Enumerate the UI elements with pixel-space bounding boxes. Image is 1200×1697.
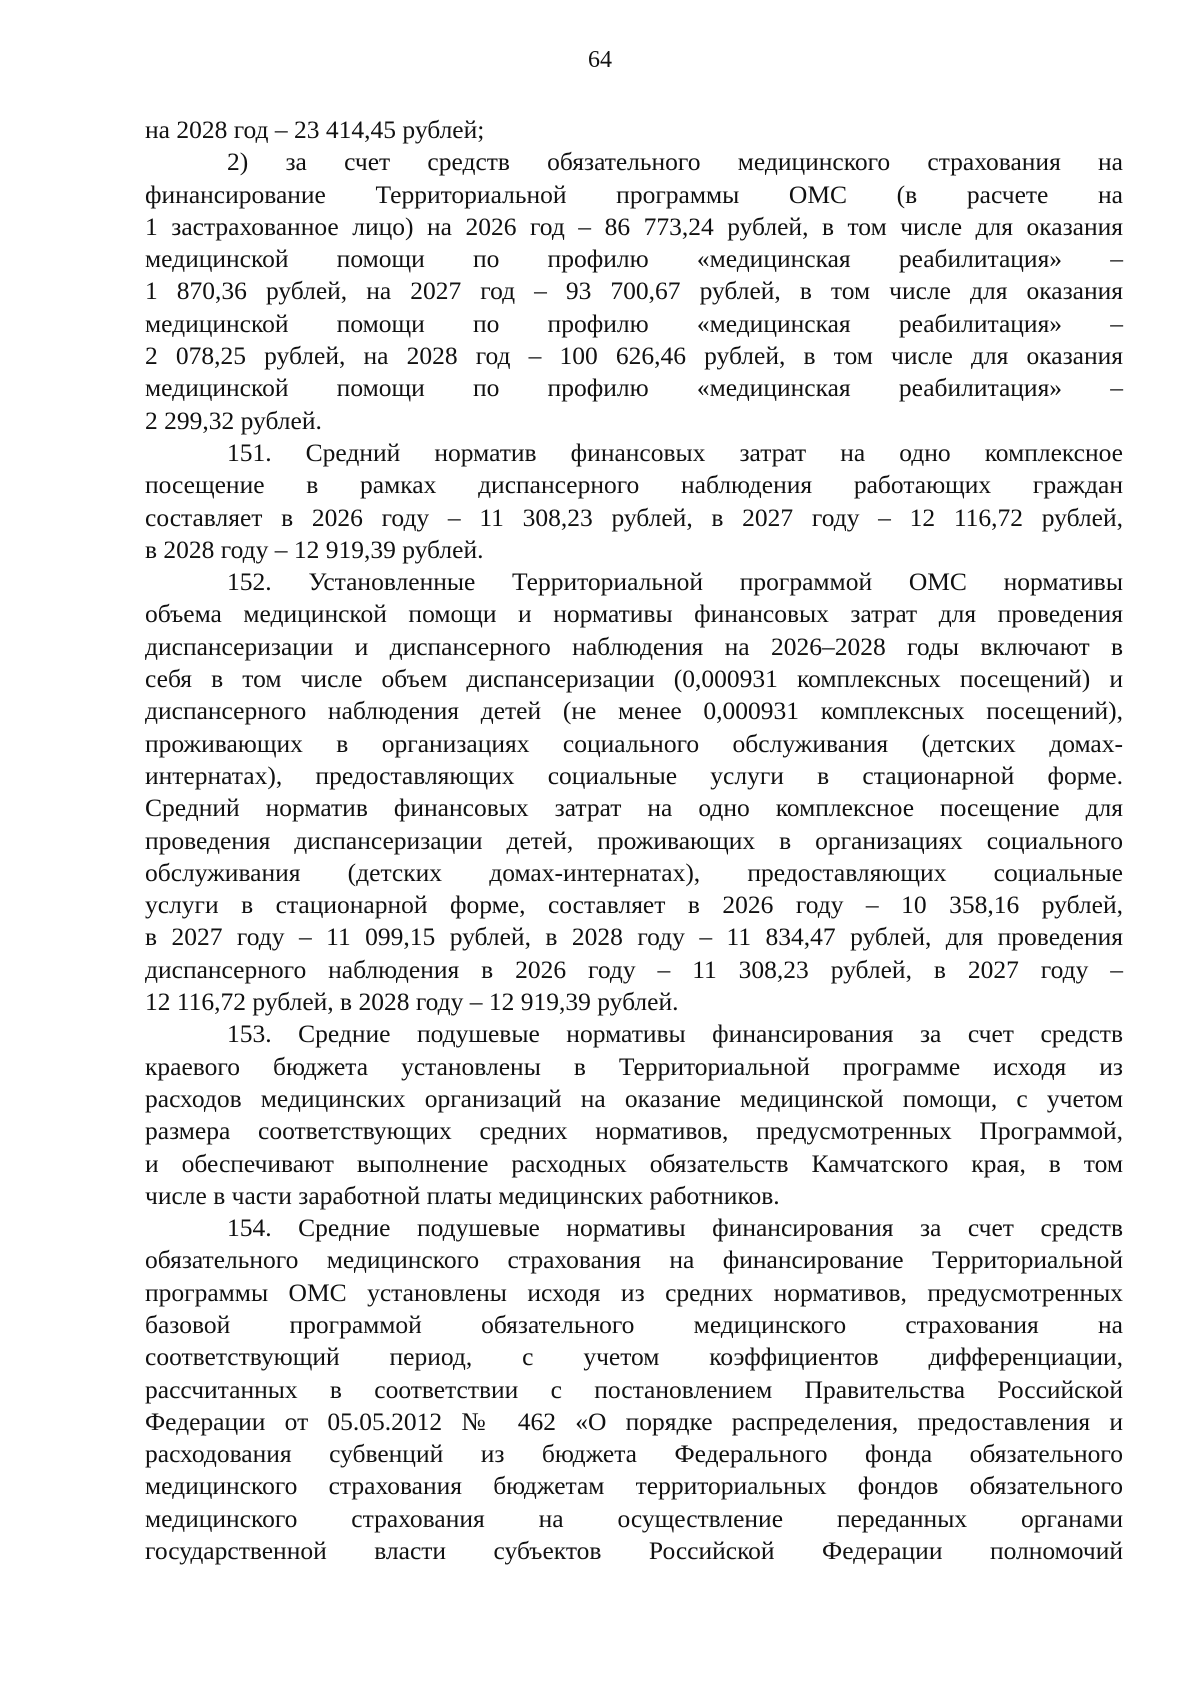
text-line: диспансеризации и диспансерного наблюдения на 2026–2028 годы включают в bbox=[145, 631, 1123, 661]
text-line: в 2028 году – 12 919,39 рублей. bbox=[145, 534, 484, 564]
text-line: финансирование Территориальной программы ОМС (в расчете на bbox=[145, 179, 1123, 209]
text-line: обязательного медицинского страхования на финансирование Территориальной bbox=[145, 1245, 1123, 1275]
text-line: 2) за счет средств обязательного медицинского страхования на bbox=[227, 147, 1123, 177]
text-line: услуги в стационарной форме, составляет в 2026 году – 10 358,16 рублей, bbox=[145, 890, 1123, 920]
text-line: медицинского страхования на осуществление переданных органами bbox=[145, 1503, 1123, 1533]
text-line: интернатах), предоставляющих социальные услуги в стационарной форме. bbox=[145, 760, 1123, 790]
text-line: расходования субвенций из бюджета Федерального фонда обязательного bbox=[145, 1439, 1123, 1469]
text-line: соответствующий период, с учетом коэффициентов дифференциации, bbox=[145, 1342, 1123, 1372]
text-line: 2 299,32 рублей. bbox=[145, 405, 322, 435]
text-line: Средний норматив финансовых затрат на одно комплексное посещение для bbox=[145, 793, 1123, 823]
text-line: 152. Установленные Территориальной программой ОМС нормативы bbox=[227, 567, 1123, 597]
text-line: программы ОМС установлены исходя из средних нормативов, предусмотренных bbox=[145, 1277, 1123, 1307]
text-line: медицинской помощи по профилю «медицинская реабилитация» – bbox=[145, 373, 1123, 403]
text-line: объема медицинской помощи и нормативы финансовых затрат для проведения bbox=[145, 599, 1123, 629]
text-line: медицинской помощи по профилю «медицинская реабилитация» – bbox=[145, 244, 1123, 274]
text-line: рассчитанных в соответствии с постановлением Правительства Российской bbox=[145, 1374, 1123, 1404]
text-line: краевого бюджета установлены в Территориальной программе исходя из bbox=[145, 1051, 1123, 1081]
text-line: проживающих в организациях социального обслуживания (детских домах- bbox=[145, 728, 1123, 758]
text-line: 12 116,72 рублей, в 2028 году – 12 919,39 рублей. bbox=[145, 987, 679, 1017]
text-line: проведения диспансеризации детей, проживающих в организациях социального bbox=[145, 825, 1123, 855]
text-line: обслуживания (детских домах-интернатах), предоставляющих социальные bbox=[145, 857, 1123, 887]
text-line: диспансерного наблюдения в 2026 году – 11 308,23 рублей, в 2027 году – bbox=[145, 954, 1123, 984]
text-line: 153. Средние подушевые нормативы финансирования за счет средств bbox=[227, 1019, 1123, 1049]
text-line: 2 078,25 рублей, на 2028 год – 100 626,46 рублей, в том числе для оказания bbox=[145, 341, 1123, 371]
text-line: числе в части заработной платы медицинских работников. bbox=[145, 1180, 780, 1210]
text-line: составляет в 2026 году – 11 308,23 рублей, в 2027 году – 12 116,72 рублей, bbox=[145, 502, 1123, 532]
text-line: и обеспечивают выполнение расходных обязательств Камчатского края, в том bbox=[145, 1148, 1123, 1178]
text-line: медицинского страхования бюджетам территориальных фондов обязательного bbox=[145, 1471, 1123, 1501]
text-line: расходов медицинских организаций на оказание медицинской помощи, с учетом bbox=[145, 1083, 1123, 1113]
text-line: 151. Средний норматив финансовых затрат на одно комплексное bbox=[227, 437, 1123, 467]
text-line: посещение в рамках диспансерного наблюдения работающих граждан bbox=[145, 470, 1123, 500]
page-number: 64 bbox=[588, 47, 612, 73]
text-line: базовой программой обязательного медицинского страхования на bbox=[145, 1309, 1123, 1339]
text-line: 1 застрахованное лицо) на 2026 год – 86 773,24 рублей, в том числе для оказания bbox=[145, 211, 1123, 241]
text-line: диспансерного наблюдения детей (не менее 0,000931 комплексных посещений), bbox=[145, 696, 1123, 726]
text-line: Федерации от 05.05.2012 № 462 «О порядке распределения, предоставления и bbox=[145, 1406, 1123, 1436]
text-line: в 2027 году – 11 099,15 рублей, в 2028 году – 11 834,47 рублей, для проведения bbox=[145, 922, 1123, 952]
text-line: государственной власти субъектов Российской Федерации полномочий bbox=[145, 1536, 1123, 1566]
text-line: на 2028 год – 23 414,45 рублей; bbox=[145, 115, 485, 144]
document-body bbox=[145, 114, 1123, 1567]
text-line: 154. Средние подушевые нормативы финансирования за счет средств bbox=[227, 1213, 1123, 1243]
text-line: себя в том числе объем диспансеризации (0,000931 комплексных посещений) и bbox=[145, 664, 1123, 694]
text-line: медицинской помощи по профилю «медицинская реабилитация» – bbox=[145, 308, 1123, 338]
text-line: размера соответствующих средних нормативов, предусмотренных Программой, bbox=[145, 1116, 1123, 1146]
text-line: 1 870,36 рублей, на 2027 год – 93 700,67 рублей, в том числе для оказания bbox=[145, 276, 1123, 306]
